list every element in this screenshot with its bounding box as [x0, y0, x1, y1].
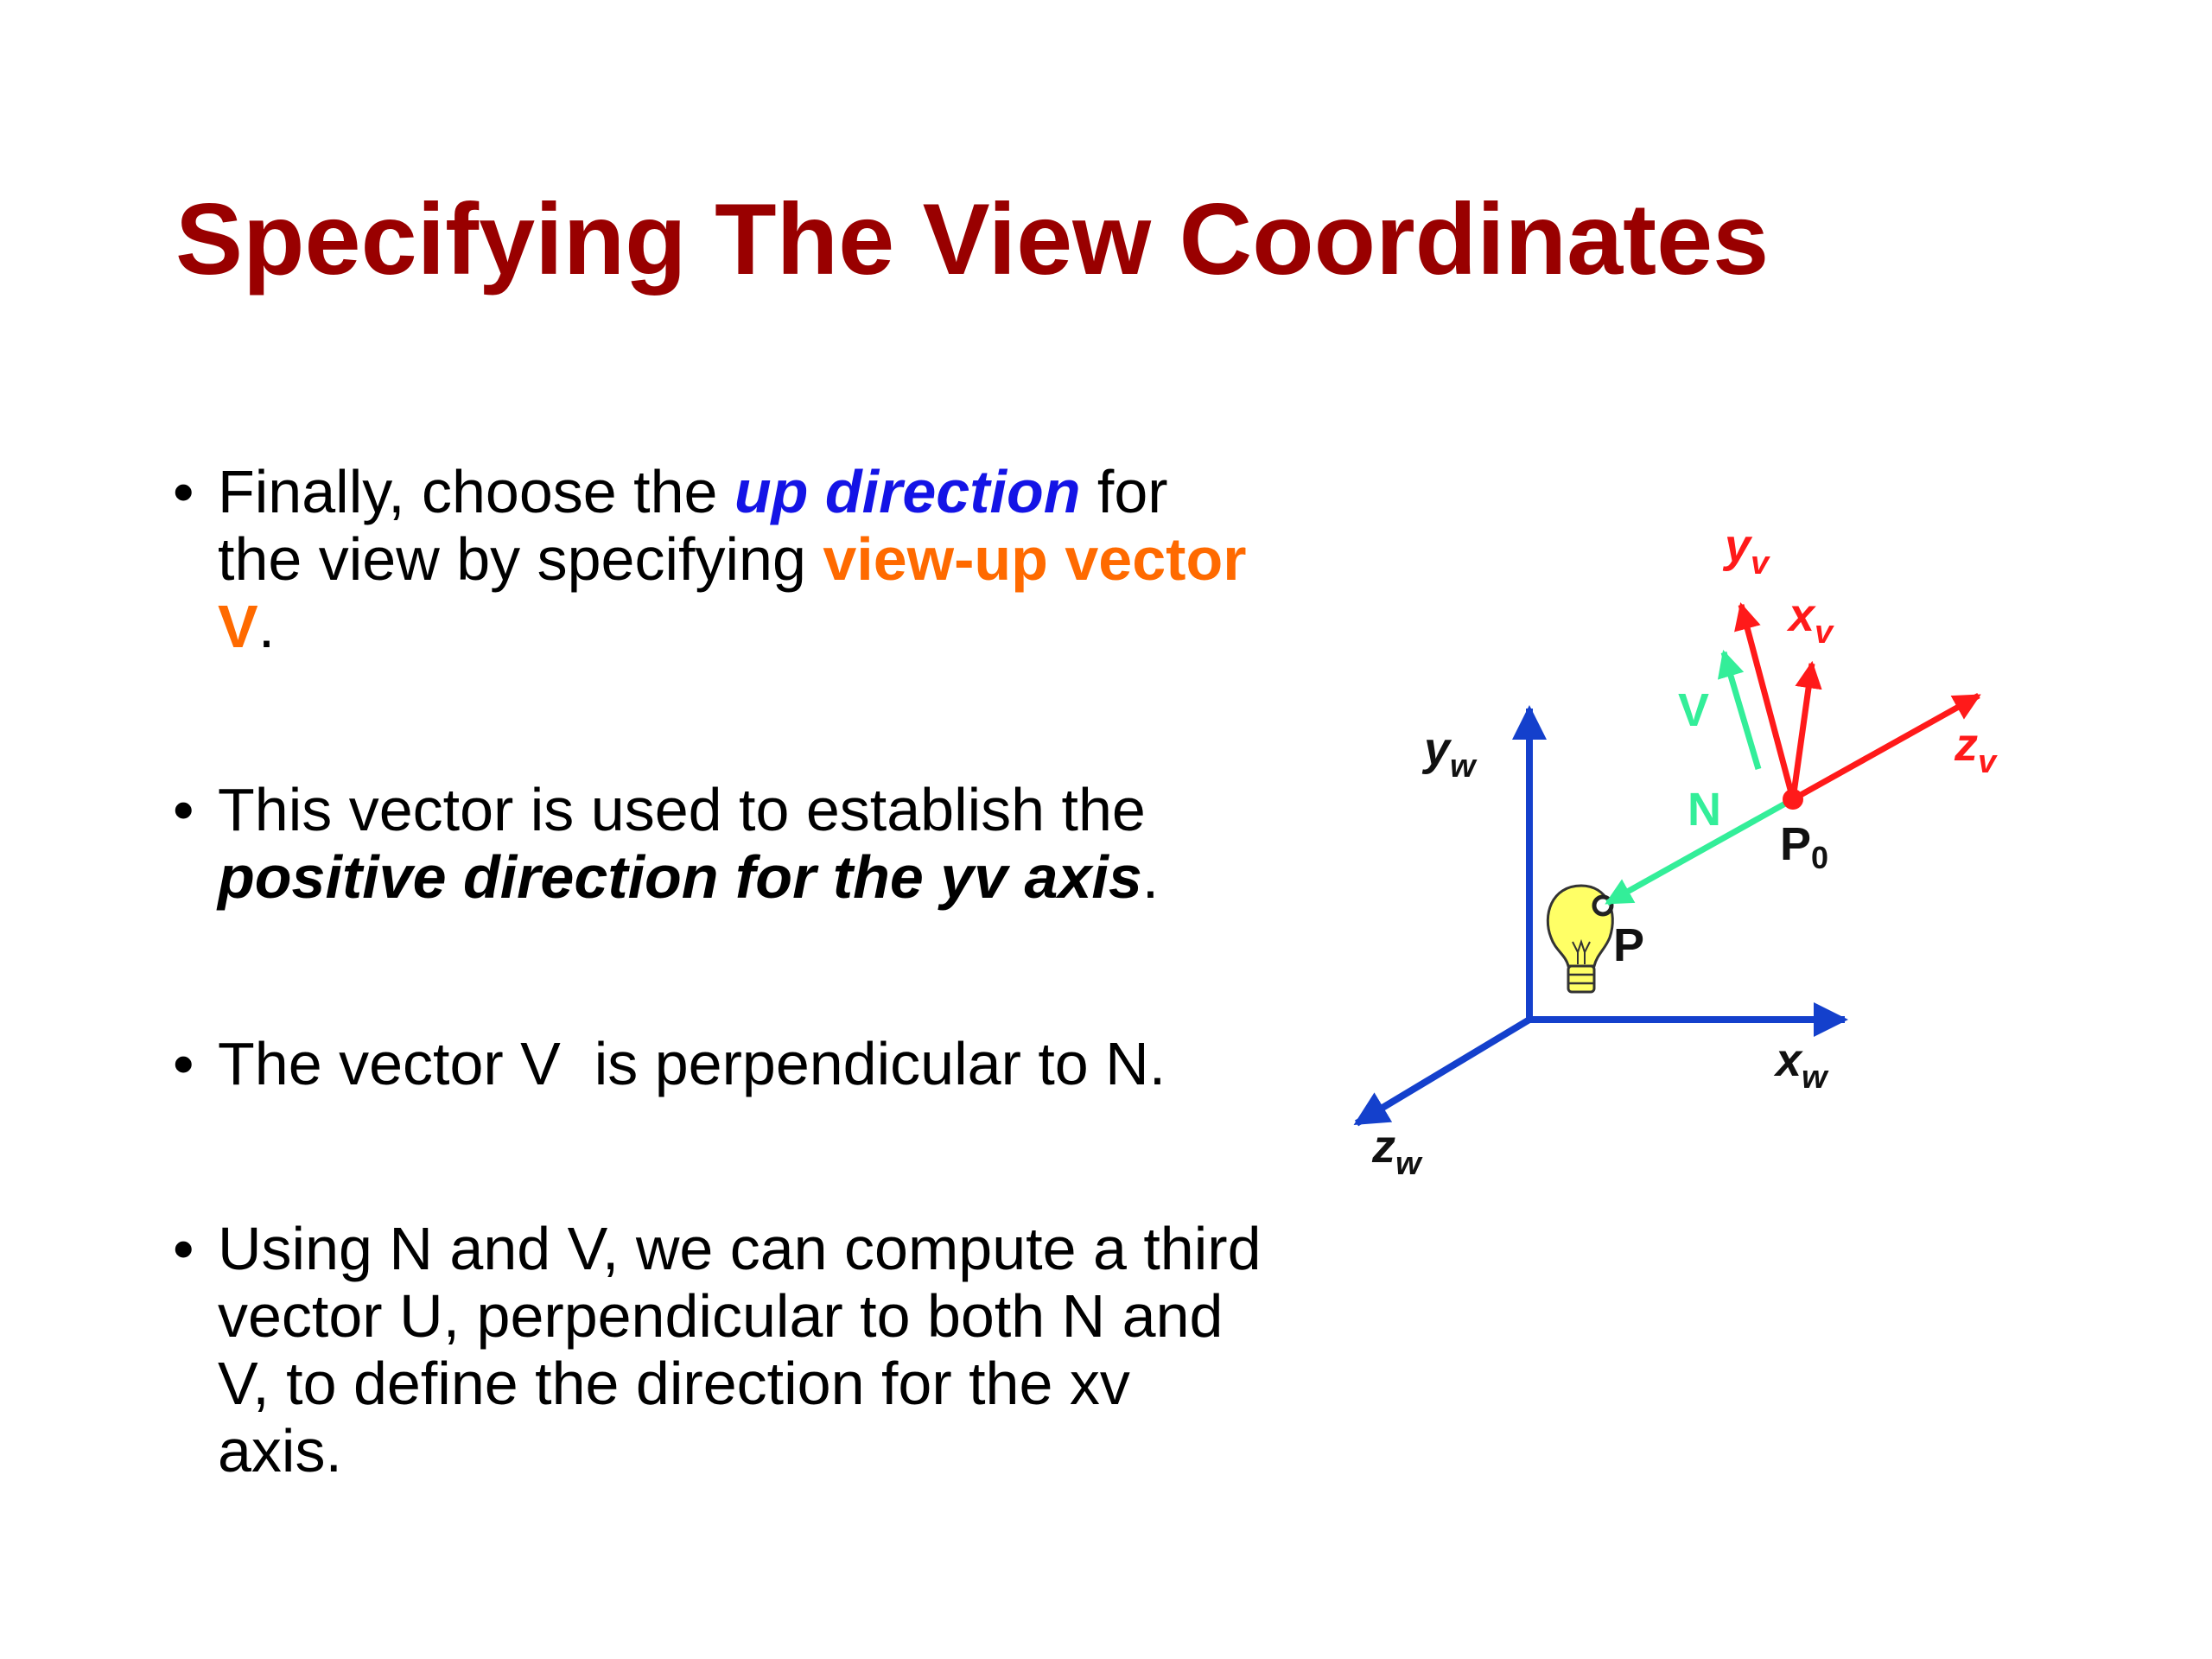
view-z-label: $z_v$ — [1955, 719, 1997, 780]
p0-point — [1783, 789, 1803, 810]
slide-title: Specifying The View Coordinates — [175, 182, 1770, 296]
v-label: V — [1678, 684, 1710, 736]
bullet-marker: • — [173, 1215, 194, 1282]
bullet-text: for the view by specifying — [218, 458, 1168, 593]
bullet-marker: • — [173, 776, 194, 843]
emphasis-view-up-vector: view-up vector V — [218, 525, 1247, 660]
view-x-label: $x_v$ — [1789, 589, 1834, 651]
bullet-text: Using N and V, we can compute a third vector U, perpendicular to both N and V, to define the direction for the xv axis. — [218, 1215, 1262, 1484]
view-x-axis — [1793, 664, 1812, 799]
view-z-axis — [1793, 696, 1979, 799]
bullet-item — [173, 776, 1262, 911]
bullet-item — [173, 458, 1262, 660]
p-label: P — [1613, 919, 1645, 971]
emphasis-positive-direction: positive direction for the yv axis — [218, 843, 1142, 911]
view-y-axis — [1741, 605, 1793, 799]
view-axes — [1741, 605, 1979, 799]
bullet-text: The vector V is perpendicular to N. — [218, 1030, 1166, 1097]
light-bulb-icon — [1548, 886, 1612, 992]
emphasis-up-direction: up direction — [734, 458, 1081, 525]
bullet-text: This vector is used to establish the — [218, 776, 1146, 843]
bullet-marker: • — [173, 458, 194, 525]
view-coordinates-diagram — [1296, 484, 2074, 1210]
bullet-marker: • — [173, 1030, 194, 1097]
p0-label: P0 — [1780, 818, 1829, 875]
world-x-label: $x_w$ — [1776, 1034, 1827, 1096]
world-y-label: $y_w$ — [1424, 723, 1476, 785]
view-y-label: $y_v$ — [1725, 520, 1770, 582]
bullet-text: . — [257, 593, 276, 660]
bullet-item — [173, 1030, 1262, 1097]
world-z-axis — [1357, 1020, 1529, 1123]
world-z-label: $z_w$ — [1372, 1121, 1421, 1182]
bullet-item — [173, 1215, 1262, 1484]
bullet-text: Finally, choose the — [218, 458, 734, 525]
v-vector — [1724, 652, 1758, 769]
bullet-text: . — [1141, 843, 1160, 911]
n-label: N — [1688, 784, 1721, 836]
